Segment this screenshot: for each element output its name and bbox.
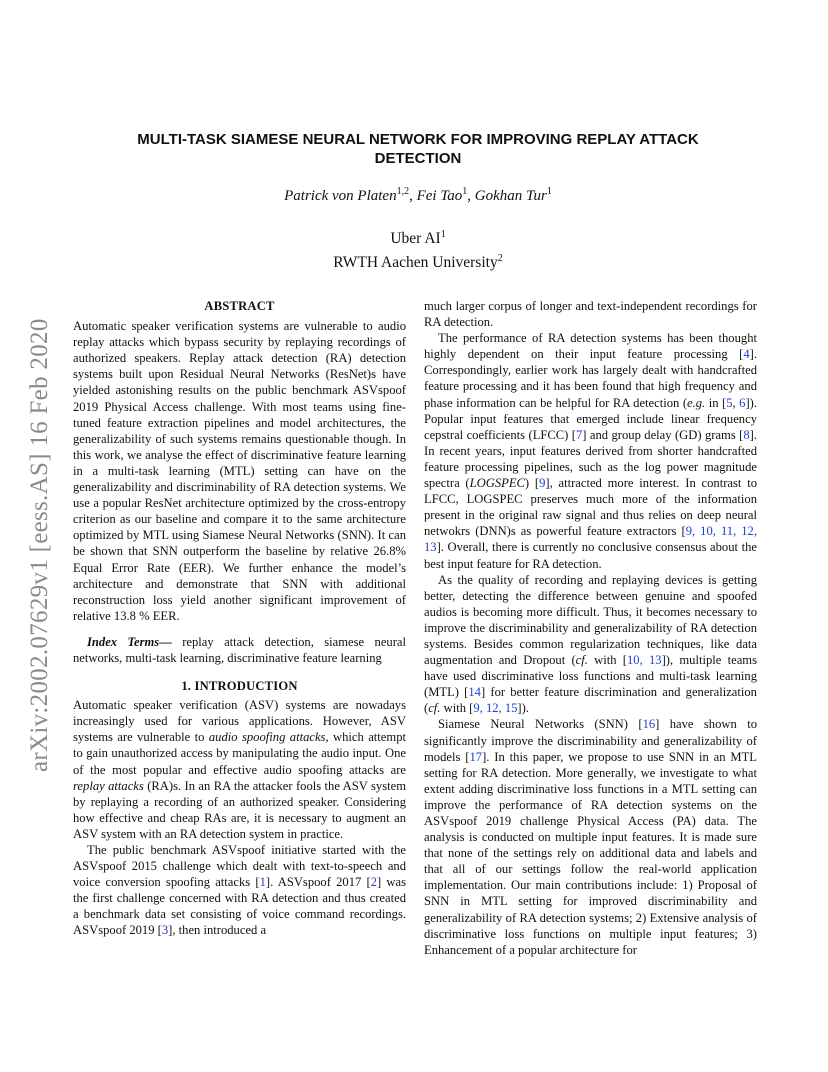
title-line-2: DETECTION	[374, 150, 462, 167]
left-column	[73, 298, 406, 939]
author-name: Gokhan Tur	[474, 188, 547, 204]
title-line-1: MULTI-TASK SIAMESE NEURAL NETWORK FOR IMPROVING REPLAY ATTACK	[137, 131, 699, 148]
citation-link[interactable]: 9, 12, 15	[473, 701, 518, 716]
citation-link[interactable]: 1	[259, 875, 266, 890]
body-paragraph: Siamese Neural Networks (SNN) [16] have shown to significantly improve the discriminability and generalizability of models [17]. In this paper, we propose to use SNN in an MTL setting for RA detection. More generally, we investigate to what extent adding discriminative loss functions in a MTL setting can improve the performance of RA detection systems on the ASVspoof 2019 challenge Physical Access (PA) data. The analysis is conducted on multiple input features. It is made sure that none of the settings rely on additional data and labels and that all of our settings follow the real-world application implementation. Our main contributions include: 1) Proposal of SNN in MTL setting for improved discriminability and generalizability of RA detection systems; 2) Extensive analysis of discriminative loss functions on multiple input features; 3) Enhancement of a popular architecture for	[424, 717, 757, 957]
citation-link[interactable]: 16	[642, 717, 656, 732]
body-paragraph: As the quality of recording and replaying devices is getting better, detecting the difference between genuine and spoofed audios is becoming more difficult. Thus, it becomes necessary to improve the discriminability and generalizability of RA detection systems. Besides common regularization techniques, like data augmentation and Dropout (cf. with [10, 13]), multiple teams have used discriminative loss functions and multi-task learning (MTL) [14] for better feature discrimination and generalization (cf. with [9, 12, 15]).	[424, 572, 757, 716]
affiliation-line: RWTH Aachen University$^2$	[333, 253, 503, 272]
citation-link[interactable]: 2	[370, 875, 378, 890]
citation-link[interactable]: 7	[575, 427, 583, 442]
abstract-text: Automatic speaker verification systems are vulnerable to audio replay attacks which bypass security by replaying recordings of authorized speakers. Replay attack detection (RA) detection systems built upon Residual Neural Networks (ResNet)s have yielded astonishing results on the public benchmark ASVspoof 2019 Physical Access challenge. With most teams using fine-tuned feature extraction pipelines and model architectures, the generalizability of such systems remains questionable though. In this work, we analyse the effect of discriminative feature learning in a multi-task learning (MTL) setting can have on the generalizability and discriminability of RA detection systems. We use a popular ResNet architecture optimized by the cross-entropy criterion as our baseline and compare it to the same architecture optimized by MTL using Siamese Neural Networks (SNN). It can be shown that SNN outperform the baseline by relative 26.8% Equal Error Rate (EER). We further enhance the model’s architecture and demonstrate that SNN with additional reconstruction loss yield another significant improvement of relative 13.8 % EER.	[73, 319, 406, 623]
author-name: Fei Tao	[416, 188, 463, 204]
author-name: Patrick von Platen	[284, 188, 397, 204]
author-affil-mark: 1	[546, 186, 552, 197]
citation-link[interactable]: 9, 10, 11, 12, 13	[424, 524, 757, 555]
citation-link[interactable]: 3	[161, 923, 169, 938]
citation-link[interactable]: 14	[468, 685, 481, 700]
affiliations	[60, 225, 776, 273]
intro-paragraph-1: Automatic speaker verification (ASV) systems are nowadays increasingly used for various applications. However, ASV systems are vulnerable to audio spoofing attacks, which attempt to gain unauthorized access by manipulating the audio input. One of the most popular and effective audio spoofing attacks are replay attacks (RA)s. In an RA the attacker fools the ASV system by replaying a recording of an authorized speaker. Considering how effective and cheap RAs are, it is necessary to augment an ASV system with an RA detection system in practice.	[73, 698, 407, 841]
index-terms: Index Terms— replay attack detection, siamese neural networks, multi-task learning, discriminative feature learning	[73, 634, 406, 665]
intro-paragraph-2: The public benchmark ASVspoof initiative started with the ASVspoof 2015 challenge which dealt with text-to-speech and voice conversion spoofing attacks [1]. ASVspoof 2017 [2] was the first challenge concerned with RA detection and thus created a benchmark data set consisting of voice command recordings. ASVspoof 2019 [3], then introduced a	[73, 843, 406, 938]
body-paragraph: much larger corpus of longer and text-independent recordings for RA detection.	[424, 299, 757, 330]
citation-link[interactable]: 6	[739, 395, 746, 410]
citation-link[interactable]: 4	[743, 347, 750, 362]
citation-link[interactable]: 5	[726, 395, 733, 410]
affiliation-line: Uber $AI^1$	[390, 229, 446, 248]
intro-heading: 1. INTRODUCTION	[181, 679, 298, 694]
arxiv-stamp: arXiv:2002.07629v1 [eess.AS] 16 Feb 2020	[26, 318, 53, 772]
author-affil-mark: 1,2	[396, 186, 410, 197]
right-column	[424, 298, 757, 958]
author-affil-mark: 1	[462, 186, 468, 197]
citation-link[interactable]: 17	[469, 749, 483, 764]
body-paragraph: The performance of RA detection systems has been thought highly dependent on their input feature processing [4]. Correspondingly, earlier work has largely dealt with handcrafted feature processing and it has been found that high frequency and phase information can be helpful for RA detection (e.g. in [5, 6]). Popular input features that emerged include linear frequency cepstral coefficients (LFCC) [7] and group delay (GD) grams [8]. In recent years, input features derived from shorter handcrafted feature processing pipelines, such as the log power magnitude spectra (LOGSPEC) [9], attracted more interest. In contrast to LFCC, LOGSPEC preserves much more of the information present in the original raw signal and thus relies on deep neural netwokrs (DNN)s as powerful feature extractors [9, 10, 11, 12, 13]. Overall, there is currently no conclusive consensus about the best input feature for RA detection.	[424, 331, 757, 571]
paper-title	[60, 130, 776, 168]
citation-link[interactable]: 9	[539, 476, 546, 491]
abstract-heading: ABSTRACT	[204, 299, 275, 313]
author-list: Patrick von Platen$^{1,2}$, Fei Tao$^1$, Gokhan Tur$^1$	[284, 186, 552, 204]
citation-link[interactable]: 8	[743, 427, 750, 442]
index-terms-label: Index Terms—	[87, 634, 172, 649]
citation-link[interactable]: 10, 13	[627, 653, 662, 668]
